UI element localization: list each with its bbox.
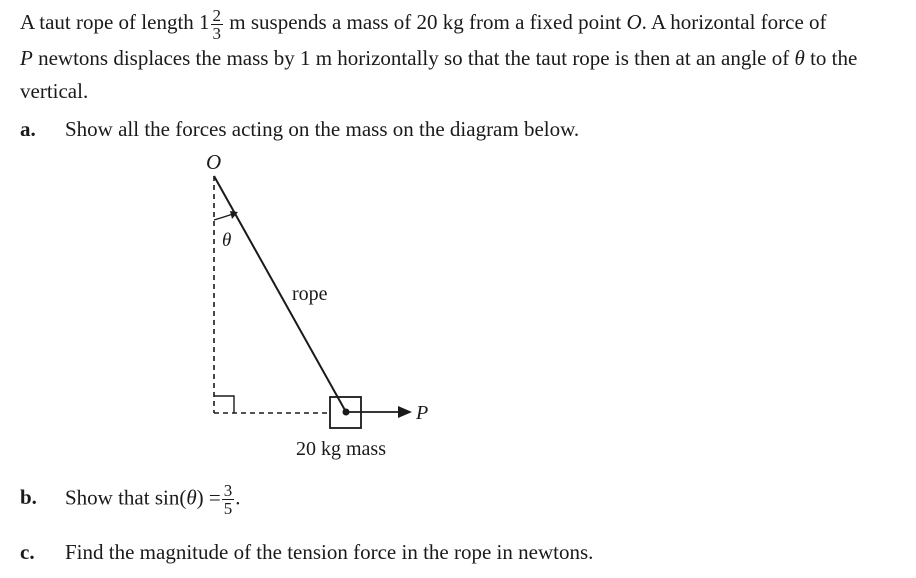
force-p-label: P — [416, 402, 429, 424]
point-name: O — [626, 10, 642, 34]
intro-part1: A taut rope of length 1 — [20, 10, 210, 34]
question-b-end: . — [235, 485, 241, 510]
question-b — [20, 482, 241, 517]
sine-fraction — [222, 482, 235, 517]
angle-name: θ — [794, 45, 805, 70]
sine-fraction-numerator: 3 — [223, 481, 233, 500]
force-p-arrowhead — [398, 406, 412, 418]
question-b-text-after: ) = — [196, 485, 221, 510]
mass-label: 20 kg mass — [296, 438, 386, 460]
length-fraction-numerator: 2 — [212, 5, 222, 25]
intro-part5: to the vertical. — [20, 45, 858, 103]
point-o-label: O — [206, 150, 222, 174]
rope-label: rope — [292, 283, 328, 305]
question-c-text: Find the magnitude of the tension force in the rope in newtons. — [65, 540, 594, 564]
question-c-label: c. — [20, 540, 35, 564]
angle-arc — [214, 214, 233, 220]
question-c — [20, 538, 593, 566]
intro-part3: . A horizontal force of — [641, 10, 827, 34]
right-angle-marker — [214, 396, 234, 413]
question-a-label: a. — [20, 117, 36, 141]
question-b-text-before: Show that sin( — [65, 485, 187, 510]
force-name: P — [20, 45, 33, 70]
intro-part4: newtons displaces the mass by 1 m horizontally so that the taut rope is then at an angle of — [32, 45, 795, 70]
question-b-angle: θ — [186, 485, 197, 510]
sine-fraction-denominator: 5 — [223, 499, 233, 518]
length-fraction-denominator: 3 — [212, 23, 222, 43]
intro-part2: m suspends a mass of 20 kg from a fixed point — [224, 10, 627, 34]
question-b-label: b. — [20, 485, 37, 510]
question-a-text: Show all the forces acting on the mass on the diagram below. — [65, 117, 580, 141]
angle-theta-label: θ — [222, 230, 232, 251]
